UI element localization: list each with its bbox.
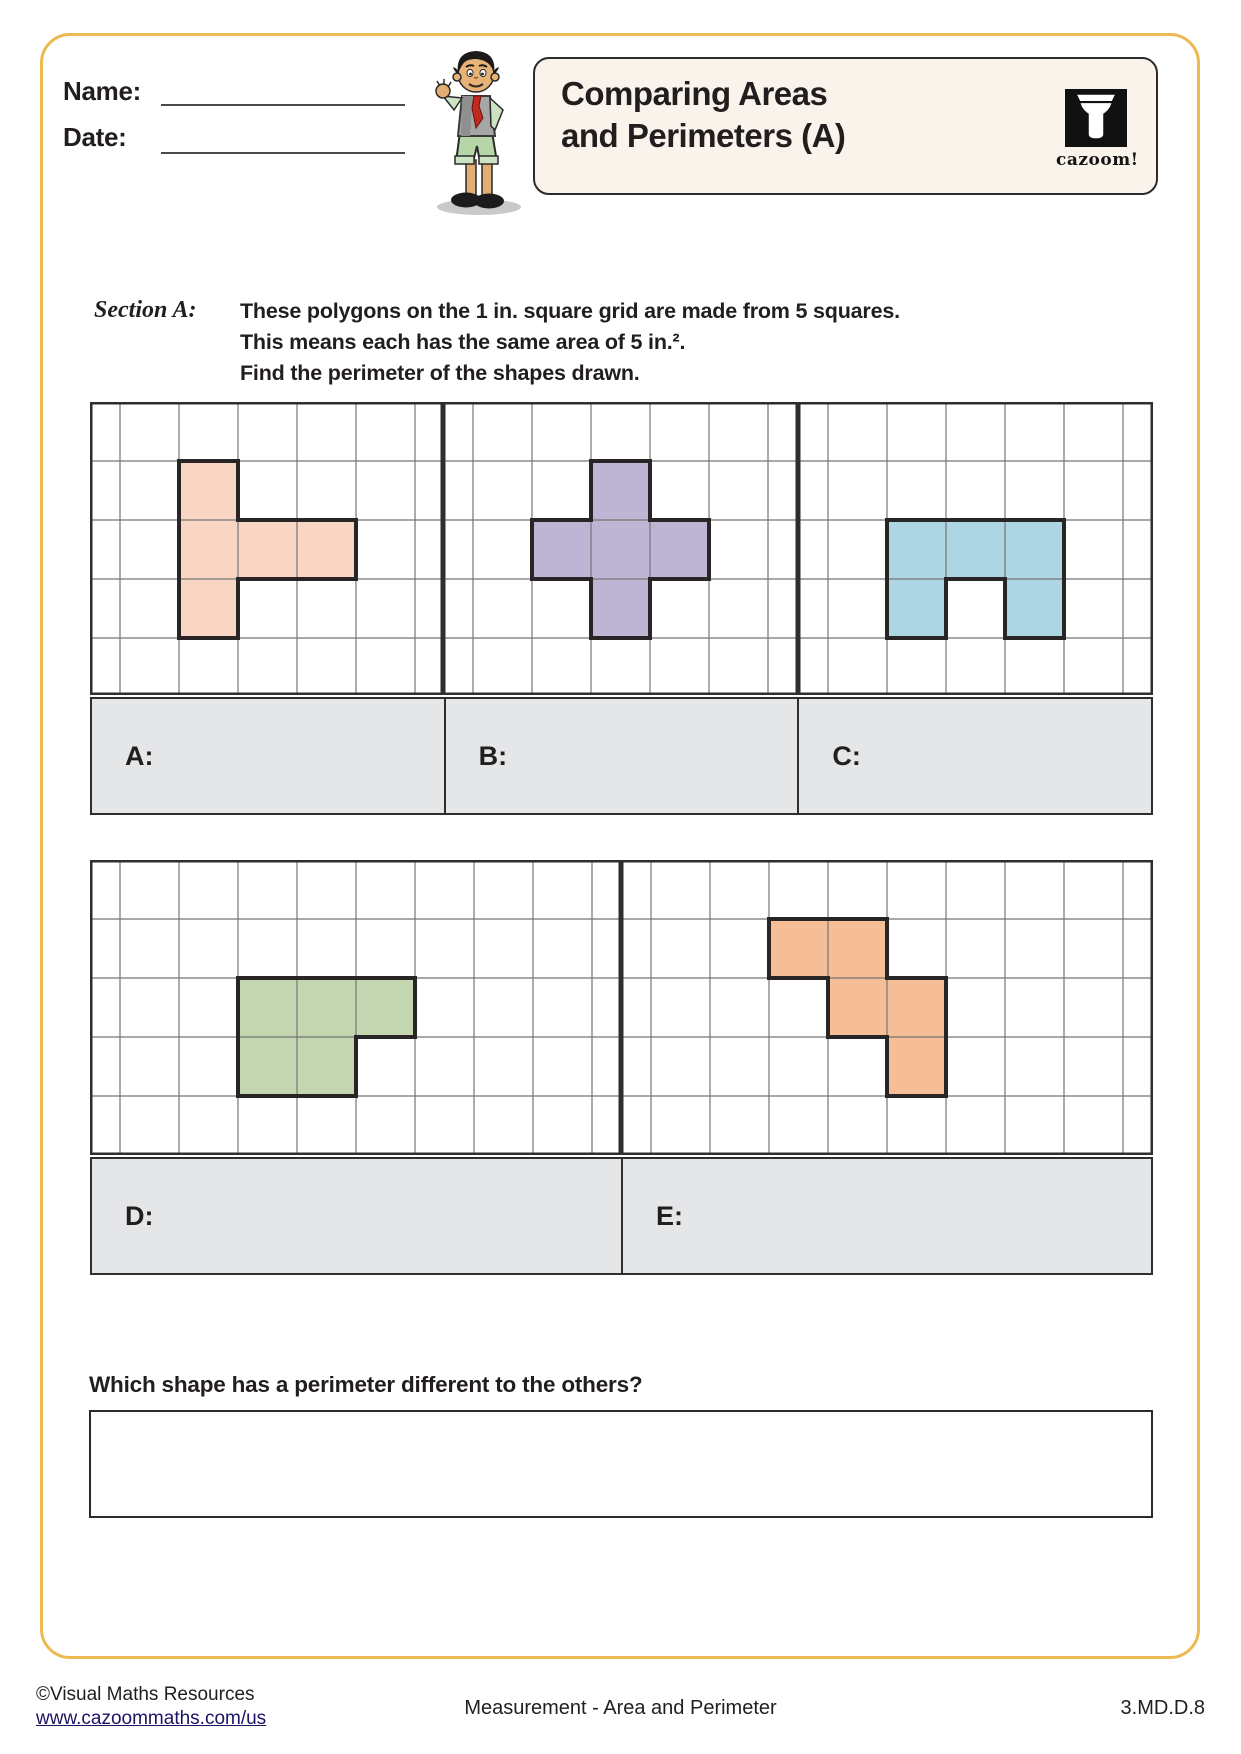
date-line[interactable] [161,152,405,154]
answer-strip-de [90,1157,1153,1275]
cazoom-drum-icon [1065,89,1127,147]
instruction-line-1: These polygons on the 1 in. square grid are made from 5 squares. [240,299,900,323]
name-label: Name: [63,76,141,106]
section-a-label: Section A: [94,297,197,323]
section-a-instructions [240,296,900,389]
answer-cell-d[interactable] [92,1159,621,1273]
answer-label-e: E: [656,1200,683,1231]
grid-row-abc [90,402,1153,695]
cazoom-logo [1056,89,1139,170]
grid-panel-shape-e [621,860,1153,1155]
instruction-line-2: This means each has the same area of 5 in.². [240,330,686,354]
name-line[interactable] [161,104,405,106]
grid-panel-shape-b [443,402,798,695]
footer-standard-code: 3.MD.D.8 [1120,1697,1205,1719]
cazoom-logo-text: cazoom! [1056,150,1139,170]
title-line-2: and Perimeters (A) [561,116,846,154]
answer-cell-b[interactable] [444,699,798,813]
answer-cell-c[interactable] [797,699,1151,813]
answer-label-b: B: [478,740,508,771]
footer-copyright: ©Visual Maths Resources [36,1684,255,1705]
answer-cell-e[interactable] [621,1159,1151,1273]
answer-label-a: A: [125,740,154,771]
title-line-1: Comparing Areas [561,75,828,112]
worksheet-title [561,73,845,157]
grid-panel-shape-a [90,402,443,695]
question-answer-box[interactable] [89,1410,1153,1518]
footer-topic: Measurement - Area and Perimeter [464,1697,777,1719]
instruction-line-3: Find the perimeter of the shapes drawn. [240,361,640,385]
grid-panel-shape-c [798,402,1153,695]
footer-website-link[interactable]: www.cazoommaths.com/us [36,1708,267,1729]
grid-panel-shape-d [90,860,621,1155]
answer-label-d: D: [125,1200,154,1231]
answer-cell-a[interactable] [92,699,444,813]
answer-strip-abc [90,697,1153,815]
question-text: Which shape has a perimeter different to the others? [89,1372,643,1397]
title-box [533,57,1158,195]
date-label: Date: [63,122,127,152]
answer-label-c: C: [832,740,861,771]
boy-illustration [421,46,527,218]
grid-row-de [90,860,1153,1155]
